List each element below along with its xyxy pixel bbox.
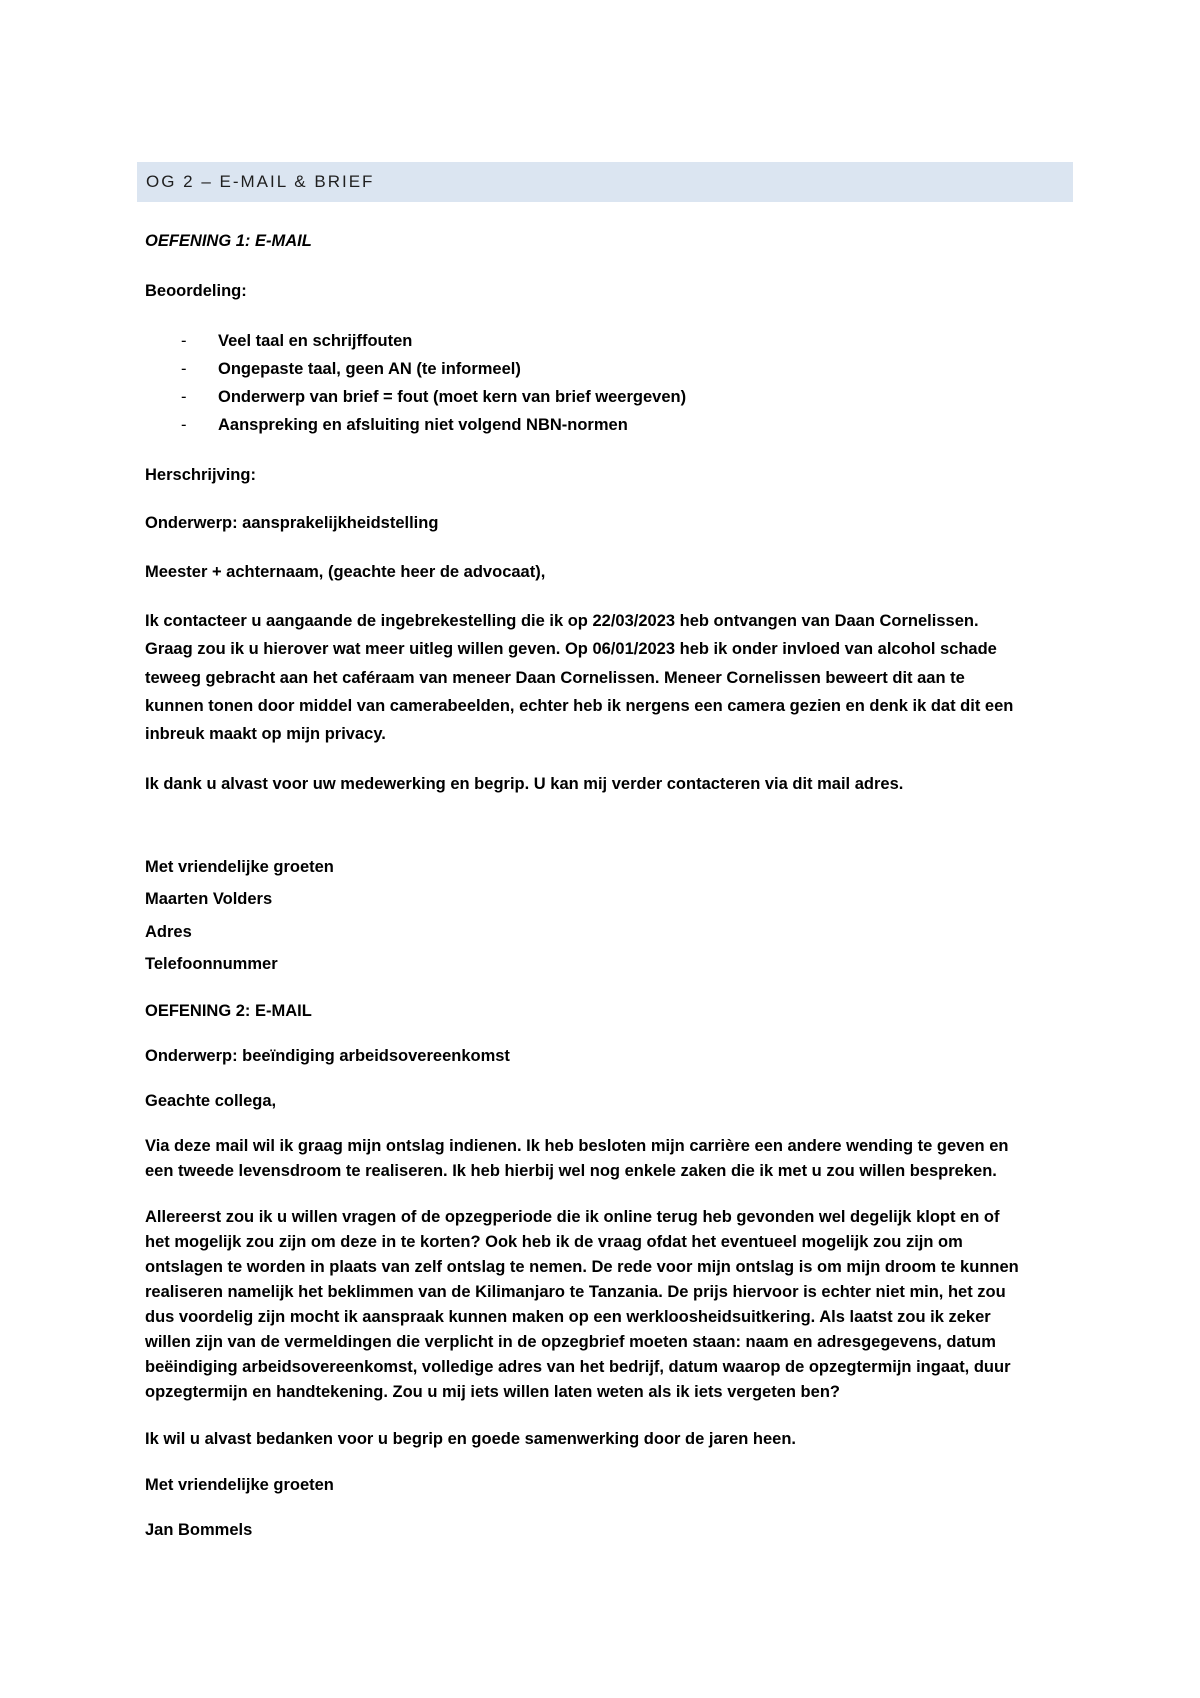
assessment-item: Veel taal en schrijffouten <box>218 332 413 350</box>
email2-para2-line: willen zijn van de vermeldingen die verplicht in de opzegbrief moeten staan: naam en adresgegevens, datum <box>145 1333 996 1351</box>
email1-phone: Telefoonnummer <box>145 955 278 973</box>
assessment-label: Beoordeling: <box>145 282 247 300</box>
section-heading: OG 2 – E-MAIL & BRIEF <box>146 172 375 191</box>
assessment-item: Ongepaste taal, geen AN (te informeel) <box>218 360 521 378</box>
email2-para1-line: een tweede levensdroom te realiseren. Ik heb hierbij wel nog enkele zaken die ik met u zou willen bespreken. <box>145 1162 997 1180</box>
bullet-dash: - <box>181 388 187 406</box>
email1-sender-name: Maarten Volders <box>145 890 273 908</box>
section-heading-bar <box>137 162 1073 202</box>
bullet-dash: - <box>181 416 187 434</box>
email2-para1-line: Via deze mail wil ik graag mijn ontslag indienen. Ik heb besloten mijn carrière een andere wending te geven en <box>145 1137 1009 1155</box>
rewrite-label: Herschrijving: <box>145 466 256 484</box>
email2-sender-name: Jan Bommels <box>145 1521 253 1539</box>
bullet-dash: - <box>181 332 187 350</box>
email2-para2-line: het mogelijk zou zijn om deze in te korten? Ook heb ik de vraag ofdat het eventueel mogelijk zou zijn om <box>145 1233 963 1251</box>
email2-para2-line: dus voordelig zijn mocht ik aanspraak kunnen maken op een werkloosheidsuitkering. Als laatst zou ik zeker <box>145 1308 991 1326</box>
assessment-item: Onderwerp van brief = fout (moet kern van brief weergeven) <box>218 388 687 406</box>
email1-body-line: inbreuk maakt op mijn privacy. <box>145 725 386 743</box>
email1-body-line: Graag zou ik u hierover wat meer uitleg willen geven. Op 06/01/2023 heb ik onder invloed van alcohol schade <box>145 640 997 658</box>
email1-closing: Met vriendelijke groeten <box>145 858 334 876</box>
email2-thanks: Ik wil u alvast bedanken voor u begrip en goede samenwerking door de jaren heen. <box>145 1430 797 1448</box>
bullet-dash: - <box>181 360 187 378</box>
email2-para2-line: beëindiging arbeidsovereenkomst, volledige adres van het bedrijf, datum waarop de opzegtermijn ingaat, duur <box>145 1358 1011 1376</box>
exercise1-title: OEFENING 1: E-MAIL <box>145 232 312 250</box>
email1-thanks: Ik dank u alvast voor uw medewerking en begrip. U kan mij verder contacteren via dit mail adres. <box>145 775 904 793</box>
exercise2-title: OEFENING 2: E-MAIL <box>145 1002 312 1020</box>
email2-subject: Onderwerp: beeïndiging arbeidsovereenkomst <box>145 1047 510 1065</box>
email2-para2-line: realiseren namelijk het beklimmen van de Kilimanjaro te Tanzania. De prijs hiervoor is echter niet min, het zou <box>145 1283 1006 1301</box>
email2-para2-line: ontslagen te worden in plaats van zelf ontslag te nemen. De rede voor mijn ontslag is om mijn droom te kunnen <box>145 1258 1019 1276</box>
email1-body-line: kunnen tonen door middel van camerabeelden, echter heb ik nergens een camera gezien en denk ik dat dit een <box>145 697 1014 715</box>
email2-para2-line: Allereerst zou ik u willen vragen of de opzegperiode die ik online terug heb gevonden wel degelijk klopt en of <box>145 1208 1000 1226</box>
email2-salutation: Geachte collega, <box>145 1092 277 1110</box>
email1-salutation: Meester + achternaam, (geachte heer de advocaat), <box>145 563 546 581</box>
email1-body-line: Ik contacteer u aangaande de ingebrekestelling die ik op 22/03/2023 heb ontvangen van Daan Cornelissen. <box>145 612 979 630</box>
assessment-item: Aanspreking en afsluiting niet volgend NBN-normen <box>218 416 628 434</box>
email1-body-line: teweeg gebracht aan het caféraam van meneer Daan Cornelissen. Meneer Cornelissen beweert dit aan te <box>145 669 965 687</box>
email2-para2-line: opzegtermijn en handtekening. Zou u mij iets willen laten weten als ik iets vergeten ben? <box>145 1383 840 1401</box>
email1-subject: Onderwerp: aansprakelijkheidstelling <box>145 514 439 532</box>
email1-address: Adres <box>145 923 192 941</box>
email2-closing: Met vriendelijke groeten <box>145 1476 334 1494</box>
